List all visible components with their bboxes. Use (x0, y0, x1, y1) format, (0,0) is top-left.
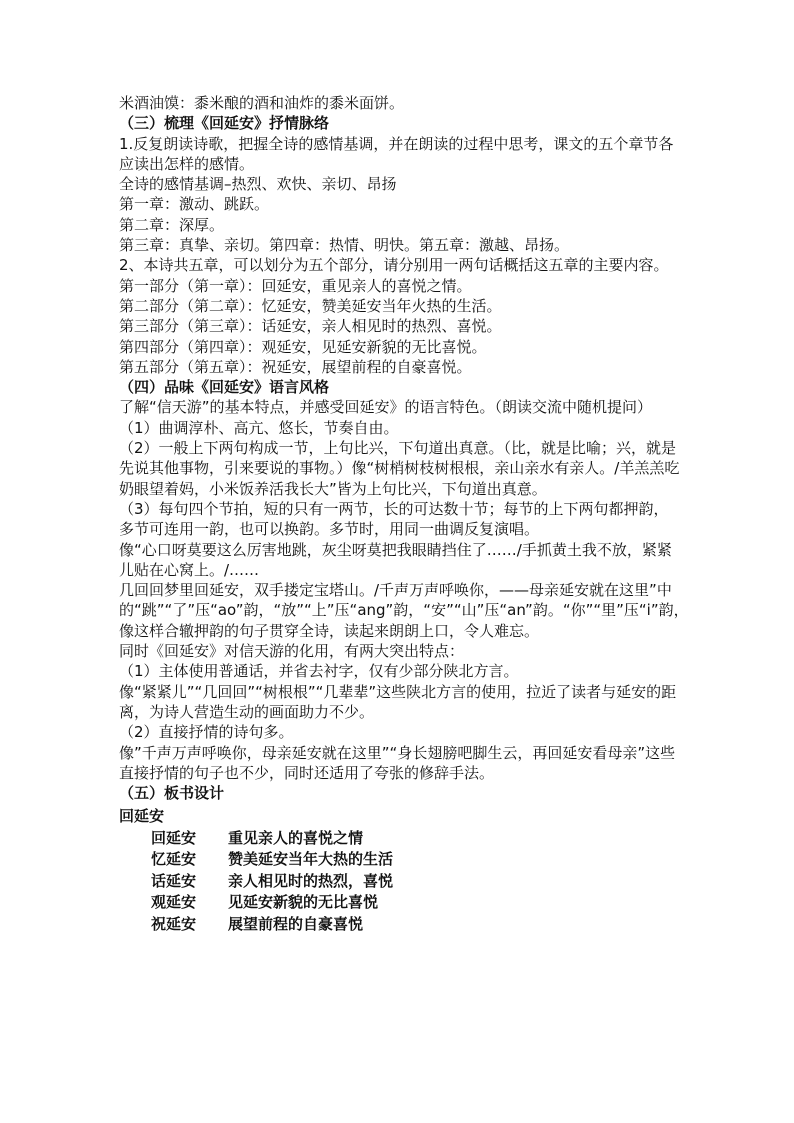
board-row-key: 忆延安 (151, 850, 197, 869)
body-paragraph: 第一章：激动、跳跃。 (119, 195, 270, 214)
body-paragraph: 像“心口呀莫要这么厉害地跳，灰尘呀莫把我眼睛挡住了……/手抓黄土我不放，紧紧儿贴在心窝上。/…… (119, 540, 672, 579)
board-design (119, 806, 681, 935)
board-row-value: 见延安新貌的无比喜悦 (228, 893, 379, 912)
board-row-value: 亲人相见时的热烈，喜悦 (228, 871, 394, 890)
board-row (151, 892, 681, 914)
board-row-key: 回延安 (151, 828, 197, 847)
body-paragraph: 几回回梦里回延安，双手搂定宝塔山。/千声万声呼唤你，——母亲延安就在这里”中的“跳”“了”压“ao”韵，“放”“上”压“ang”韵，“安”“山”压“an”韵。“你”“里”压“i”韵，像这样合辙押韵的句子贯穿全诗，读起来朗朗上口，令人难忘。 (119, 581, 689, 640)
body-paragraph: 第二部分（第二章）：忆延安，赞美延安当年火热的生活。 (119, 296, 502, 315)
body-paragraph: 全诗的感情基调–热烈、欢快、亲切、昂扬 (119, 175, 397, 194)
board-row (151, 914, 681, 936)
body-paragraph: 第五部分（第五章）：祝延安，展望前程的自豪喜悦。 (119, 357, 472, 376)
document-page (119, 93, 689, 935)
board-row (151, 871, 681, 893)
body-paragraph: （1）主体使用普通话，并省去衬字，仅有少部分陕北方言。 (119, 662, 519, 681)
board-rows (119, 828, 681, 936)
board-row-value: 展望前程的自豪喜悦 (228, 914, 364, 933)
section-heading: （四）品味《回延安》语言风格 (119, 378, 330, 397)
body-paragraph: 了解“信天游”的基本特点，并感受回延安》的语言特色。（朗读交流中随机提问） (119, 398, 653, 417)
body-paragraph: 第三章：真挚、亲切。第四章：热情、明快。第五章：激越、昂扬。 (119, 236, 570, 255)
body-paragraph: （3）每句四个节拍，短的只有一两节，长的可达数十节；每节的上下两句都押韵，多节可连用一韵，也可以换韵。多节时，用同一曲调反复演唱。 (119, 499, 669, 539)
body-paragraph: 第四部分（第四章）：观延安，见延安新貌的无比喜悦。 (119, 337, 487, 356)
board-row-key: 祝延安 (151, 914, 197, 933)
board-row-value: 赞美延安当年大热的生活 (228, 850, 394, 869)
body-paragraph: 同时《回延安》对信天游的化用，有两大突出特点： (119, 642, 465, 661)
body-paragraph: 像“紧紧儿”“几回回”“树根根”“几辈辈”这些陕北方言的使用，拉近了读者与延安的距离，为诗人营造生动的画面助力不少。 (119, 682, 677, 721)
body-paragraph: 第二章：深厚。 (119, 215, 225, 234)
board-row (151, 828, 681, 850)
section-heading: （五）板书设计 (119, 784, 225, 803)
body-paragraph: 2、本诗共五章，可以划分为五个部分，请分别用一两句话概括这五章的主要内容。第一部分（第一章）：回延安，重见亲人的喜悦之情。 (119, 256, 669, 295)
document-body (119, 93, 689, 803)
board-row-key: 话延安 (151, 871, 197, 890)
body-paragraph: 第三部分（第三章）：话延安，亲人相见时的热烈、喜悦。 (119, 317, 502, 336)
body-paragraph: 1.反复朗读诗歌，把握全诗的感情基调，并在朗读的过程中思考，课文的五个章节各应读出怎样的感情。 (119, 134, 674, 173)
section-heading: （三）梳理《回延安》抒情脉络 (119, 114, 330, 133)
body-paragraph: （1）曲调淳朴、高亢、悠长，节奏自由。 (119, 418, 399, 437)
body-paragraph: （2）一般上下两句构成一节，上句比兴，下句道出真意。（比，就是比喻；兴，就是先说其他事物，引来要说的事物。）像“树梢树枝树根根，亲山亲水有亲人。/羊羔羔吃奶眼望着妈，小米饭养活我长大”皆为上句比兴，下句道出真意。 (119, 439, 680, 498)
board-row (151, 849, 681, 871)
body-paragraph: （2）直接抒情的诗句多。 (119, 723, 294, 742)
body-paragraph: 像”千声万声呼唤你，母亲延安就在这里”“身长翅膀吧脚生云，再回延安看母亲”这些直接抒情的句子也不少，同时还适用了夸张的修辞手法。 (119, 743, 676, 782)
board-row-key: 观延安 (151, 893, 197, 912)
board-row-value: 重见亲人的喜悦之情 (228, 828, 364, 847)
board-title: 回延安 (119, 807, 165, 826)
body-paragraph: 米酒油馍：黍米酿的酒和油炸的黍米面饼。 (119, 94, 405, 112)
